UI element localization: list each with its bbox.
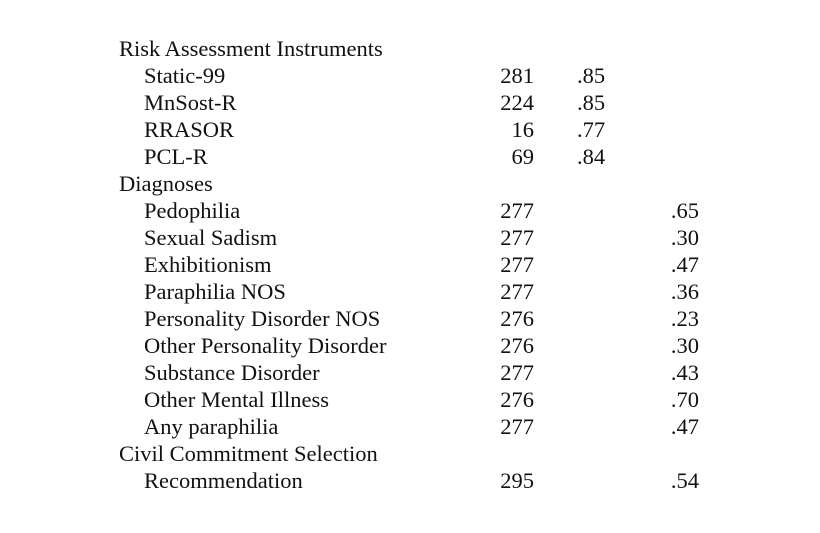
row-label: Any paraphilia bbox=[144, 414, 279, 439]
row-n: 16 bbox=[511, 117, 534, 142]
row-kappa: .30 bbox=[670, 333, 699, 358]
table-row bbox=[0, 467, 820, 494]
row-kappa: .36 bbox=[670, 279, 699, 304]
section-title: Civil Commitment Selection bbox=[119, 441, 378, 466]
row-label: RRASOR bbox=[144, 117, 235, 142]
row-n: 277 bbox=[500, 360, 534, 385]
section-header-risk-assessment bbox=[0, 35, 820, 62]
table-row bbox=[0, 224, 820, 251]
table-row bbox=[0, 197, 820, 224]
row-n: 69 bbox=[511, 144, 534, 169]
table-row bbox=[0, 116, 820, 143]
section-title: Risk Assessment Instruments bbox=[119, 36, 383, 61]
row-label: Substance Disorder bbox=[144, 360, 320, 385]
row-kappa: .70 bbox=[670, 387, 699, 412]
row-n: 295 bbox=[500, 468, 534, 493]
row-n: 277 bbox=[500, 225, 534, 250]
table-row bbox=[0, 305, 820, 332]
section-title: Diagnoses bbox=[119, 171, 213, 196]
row-n: 276 bbox=[500, 333, 534, 358]
row-label: PCL-R bbox=[144, 144, 208, 169]
row-label: Other Mental Illness bbox=[144, 387, 329, 412]
row-auc: .77 bbox=[577, 117, 606, 142]
row-kappa: .65 bbox=[670, 198, 699, 223]
row-label: Sexual Sadism bbox=[144, 225, 278, 250]
row-n: 224 bbox=[500, 90, 534, 115]
table-row bbox=[0, 143, 820, 170]
row-kappa: .30 bbox=[670, 225, 699, 250]
row-label: Personality Disorder NOS bbox=[144, 306, 381, 331]
table-row bbox=[0, 62, 820, 89]
table-row bbox=[0, 89, 820, 116]
table-row bbox=[0, 278, 820, 305]
row-kappa: .47 bbox=[670, 252, 699, 277]
row-label: Paraphilia NOS bbox=[144, 279, 286, 304]
table-row bbox=[0, 413, 820, 440]
row-auc: .84 bbox=[577, 144, 606, 169]
table-row bbox=[0, 332, 820, 359]
row-kappa: .54 bbox=[670, 468, 699, 493]
row-label: Exhibitionism bbox=[144, 252, 272, 277]
row-auc: .85 bbox=[577, 63, 606, 88]
row-auc: .85 bbox=[577, 90, 606, 115]
row-kappa: .23 bbox=[670, 306, 699, 331]
row-n: 277 bbox=[500, 279, 534, 304]
row-label: MnSost-R bbox=[144, 90, 237, 115]
table-row bbox=[0, 386, 820, 413]
row-n: 276 bbox=[500, 387, 534, 412]
row-label: Pedophilia bbox=[144, 198, 241, 223]
row-n: 277 bbox=[500, 252, 534, 277]
section-header-civil-commitment bbox=[0, 440, 820, 467]
table-row bbox=[0, 359, 820, 386]
table-row bbox=[0, 251, 820, 278]
row-n: 277 bbox=[500, 414, 534, 439]
row-n: 281 bbox=[500, 63, 534, 88]
row-n: 276 bbox=[500, 306, 534, 331]
row-label: Recommendation bbox=[144, 468, 303, 493]
row-kappa: .43 bbox=[670, 360, 699, 385]
row-kappa: .47 bbox=[670, 414, 699, 439]
row-n: 277 bbox=[500, 198, 534, 223]
row-label: Other Personality Disorder bbox=[144, 333, 387, 358]
reliability-table bbox=[0, 35, 820, 494]
section-header-diagnoses bbox=[0, 170, 820, 197]
row-label: Static-99 bbox=[144, 63, 226, 88]
